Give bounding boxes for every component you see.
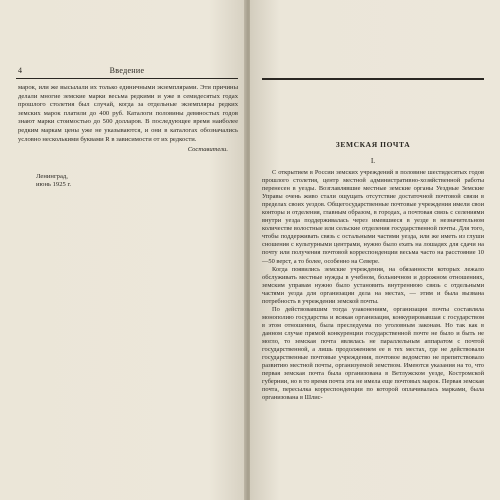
place: Ленинград, xyxy=(36,172,68,180)
chapter-paragraph: Когда появились земские учреждения, на обязанности которых лежало обслуживать местные нужды в учебном, больничном и дорожном отношениях, земским управам нужно было установить внутреннюю связь с отдельными частями уезда для организации дела на местах, — этим и была вызвана потребность в учреждении земской почты. xyxy=(262,265,484,305)
header-rule xyxy=(262,78,484,80)
place-date xyxy=(18,173,238,190)
signature: Составители. xyxy=(187,146,228,154)
left-page xyxy=(0,0,246,500)
section-title: ЗЕМСКАЯ ПОЧТА xyxy=(335,140,411,149)
date: июнь 1925 г. xyxy=(36,181,72,189)
introduction-text xyxy=(18,84,238,190)
chapter-paragraph: По действовавшим тогда узаконениям, организация почты составляла монополию государства и всякая организация, конкурировавшая с государством в этом отношении, была преследуема по уголовным законам. Но так как в данном случае прямой конкуренции государственной почте не было и быть не могло, то земская почта являлась не параллельным аппаратом с почтой государственной, а лишь продолжением ее в тех местах, где не действовали государственные почтовые учреждения, почтовое ведомство не препятствовало развитию местной почты, организуемой земством. Имеются указания на то, что первая земская почта была организована в Ветлужском уезде, Костромской губернии, но в то время почта эта не имела еще почтовых марок. Первая земская почта, пересылка корреспонденции по которой оплачивалась марками, была организована в Шлис- xyxy=(262,305,484,402)
chapter-text xyxy=(262,169,484,402)
page-number: 4 xyxy=(18,66,22,75)
running-header xyxy=(16,65,238,79)
intro-paragraph: марок, или же высылали их только единичными экземплярами. Эти причины делали многие земские марки весьма редкими и уже в семидесятых годах прошлого столетия был случай, когда за отдельные экземпляры редких земских марок платили до 400 руб. Каталоги половины девяностых годов знают марки стоимостью до 500 долларов. В последующее время наиболее редким маркам цены уже не указываются, и они в каталогах обозначались условно несколькими буквами R в зависимости от их редкости. xyxy=(18,84,238,143)
chapter-paragraph: С открытием в России земских учреждений в половине шестидесятых годов прошлого столетия, центр местной административно-хозяйственной работы перенесен в уезды. Возглавлявшие местные земские органы Уездные Земские Управы очень живо стали ощущать отсутствие достаточной почтовой связи в пределах своих уездов. Общегосударственные почтовые учреждения имели свои конторы и отделения, главным образом, в городах, а почтовая связь с селениями внутри уезда поддерживалась через имевшиеся в уезде в незначительном количестве волостные или сельские отделения государственной почты. Для того, чтобы поддерживать связь с остальными частями уезда, или же иметь из глуши сношения с культурными центрами, нужно было ехать на лошадях для сдачи на почту или получения почтовой корреспонденции весьма часто на расстояние 10—50 верст, а то более, особенно на Севере. xyxy=(262,169,484,265)
section-number: I. xyxy=(370,156,376,165)
running-title: Введение xyxy=(109,66,145,75)
